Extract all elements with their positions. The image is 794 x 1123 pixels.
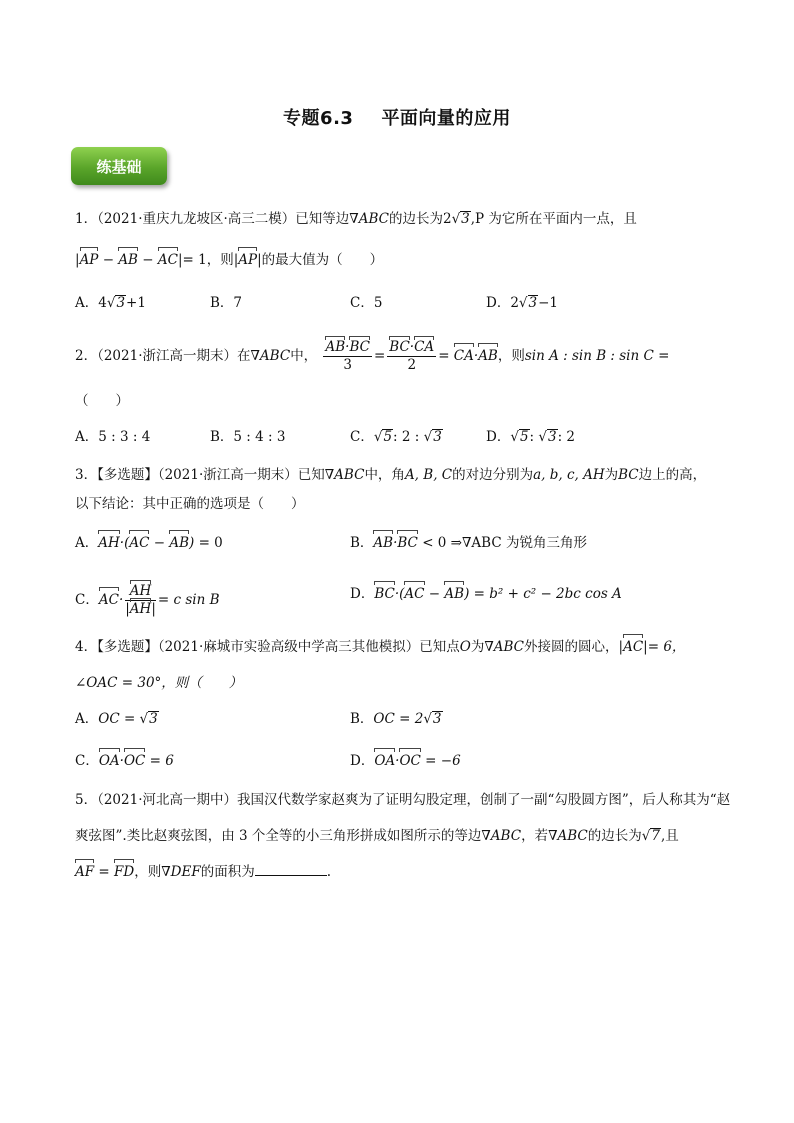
q2-paren: （ ） [75,393,129,409]
title-number: 专题6.3 [283,108,354,129]
q1-stem: 1．（2021·重庆九龙坡区·高三二模）已知等边∇ABC的边长为2√3,P 为它所在平面内一点，且 [75,211,637,227]
q3-option-a[interactable]: A．AH·(AC − AB) = 0 [75,535,223,551]
q4-option-b[interactable]: B．OC = 2√3 [350,711,442,727]
section-badge: 练基础 [71,147,167,185]
q5-answer-blank[interactable] [255,861,327,876]
q2-option-a[interactable]: A．5 : 3 : 4 [75,429,151,445]
q1-condition: |AP − AB − AC|= 1，则|AP|的最大值为（ ） [75,252,384,268]
q5-stem-line3: AF = FD，则∇DEF的面积为 . [75,861,331,882]
q4-stem: 4．【多选题】（2021·麻城市实验高级中学高三其他模拟）已知点O为∇ABC外接圆的圆心，|AC|= 6， [75,639,686,655]
q3-unit-vector-fraction: $\frac{AH}{|AH|}$ [125,583,156,617]
q5-stem: 5．（2021·河北高一期中）我国汉代数学家赵爽为了证明勾股定理，创制了一副“勾股圆方图”，后人称其为“赵 [75,792,731,808]
q3-option-b[interactable]: B．AB·BC < 0 ⇒∇ABC 为锐角三角形 [350,535,587,551]
q1-option-d[interactable]: D．2√3−1 [486,295,559,311]
q2-fraction-1: $\frac{AB\cdot BC}{3}$ [325,339,370,373]
q2-option-c[interactable]: C．√5: 2 : √3 [350,429,442,445]
q4-option-d[interactable]: D．OA·OC = −6 [350,753,461,769]
q5-stem-line2: 爽弦图”.类比赵爽弦图，由 3 个全等的小三角形拼成如图所示的等边∇ABC，若∇ABC的边长为√7,且 [75,828,679,844]
q1-option-a[interactable]: A．4√3+1 [75,295,146,311]
q3-stem: 3．【多选题】（2021·浙江高一期末）已知∇ABC中，角A, B, C的对边分别为a, b, c, AH为BC边上的高， [75,467,707,483]
page-title [0,104,794,130]
q2-option-b[interactable]: B．5 : 4 : 3 [210,429,286,445]
q3-option-c[interactable]: C．AC· $\frac{AH}{|AH|}$ = c sin B [75,583,220,617]
q3-stem-line2: 以下结论：其中正确的选项是（ ） [75,496,305,512]
q3-option-d[interactable]: D．BC·(AC − AB) = b² + c² − 2bc cos A [350,586,622,602]
q4-option-c[interactable]: C．OA·OC = 6 [75,753,174,769]
q2-option-d[interactable]: D．√5: √3: 2 [486,429,576,445]
q2-fraction-2: $\frac{BC\cdot CA}{2}$ [389,339,435,373]
q1-option-c[interactable]: C．5 [350,295,383,311]
q2-stem: 2．（2021·浙江高一期末）在∇ABC中， $\frac{AB\cdot BC}{3}$ = $\frac{BC\cdot CA}{2}$ = CA·AB，则sin A : sin B : sin C = [75,339,670,373]
title-text: 平面向量的应用 [381,108,511,129]
q4-stem-line2: ∠OAC = 30°，则（ ） [75,675,243,691]
q1-triangle: ∇ABC [349,211,389,227]
q4-option-a[interactable]: A．OC = √3 [75,711,158,727]
q1-option-b[interactable]: B．7 [210,295,243,311]
